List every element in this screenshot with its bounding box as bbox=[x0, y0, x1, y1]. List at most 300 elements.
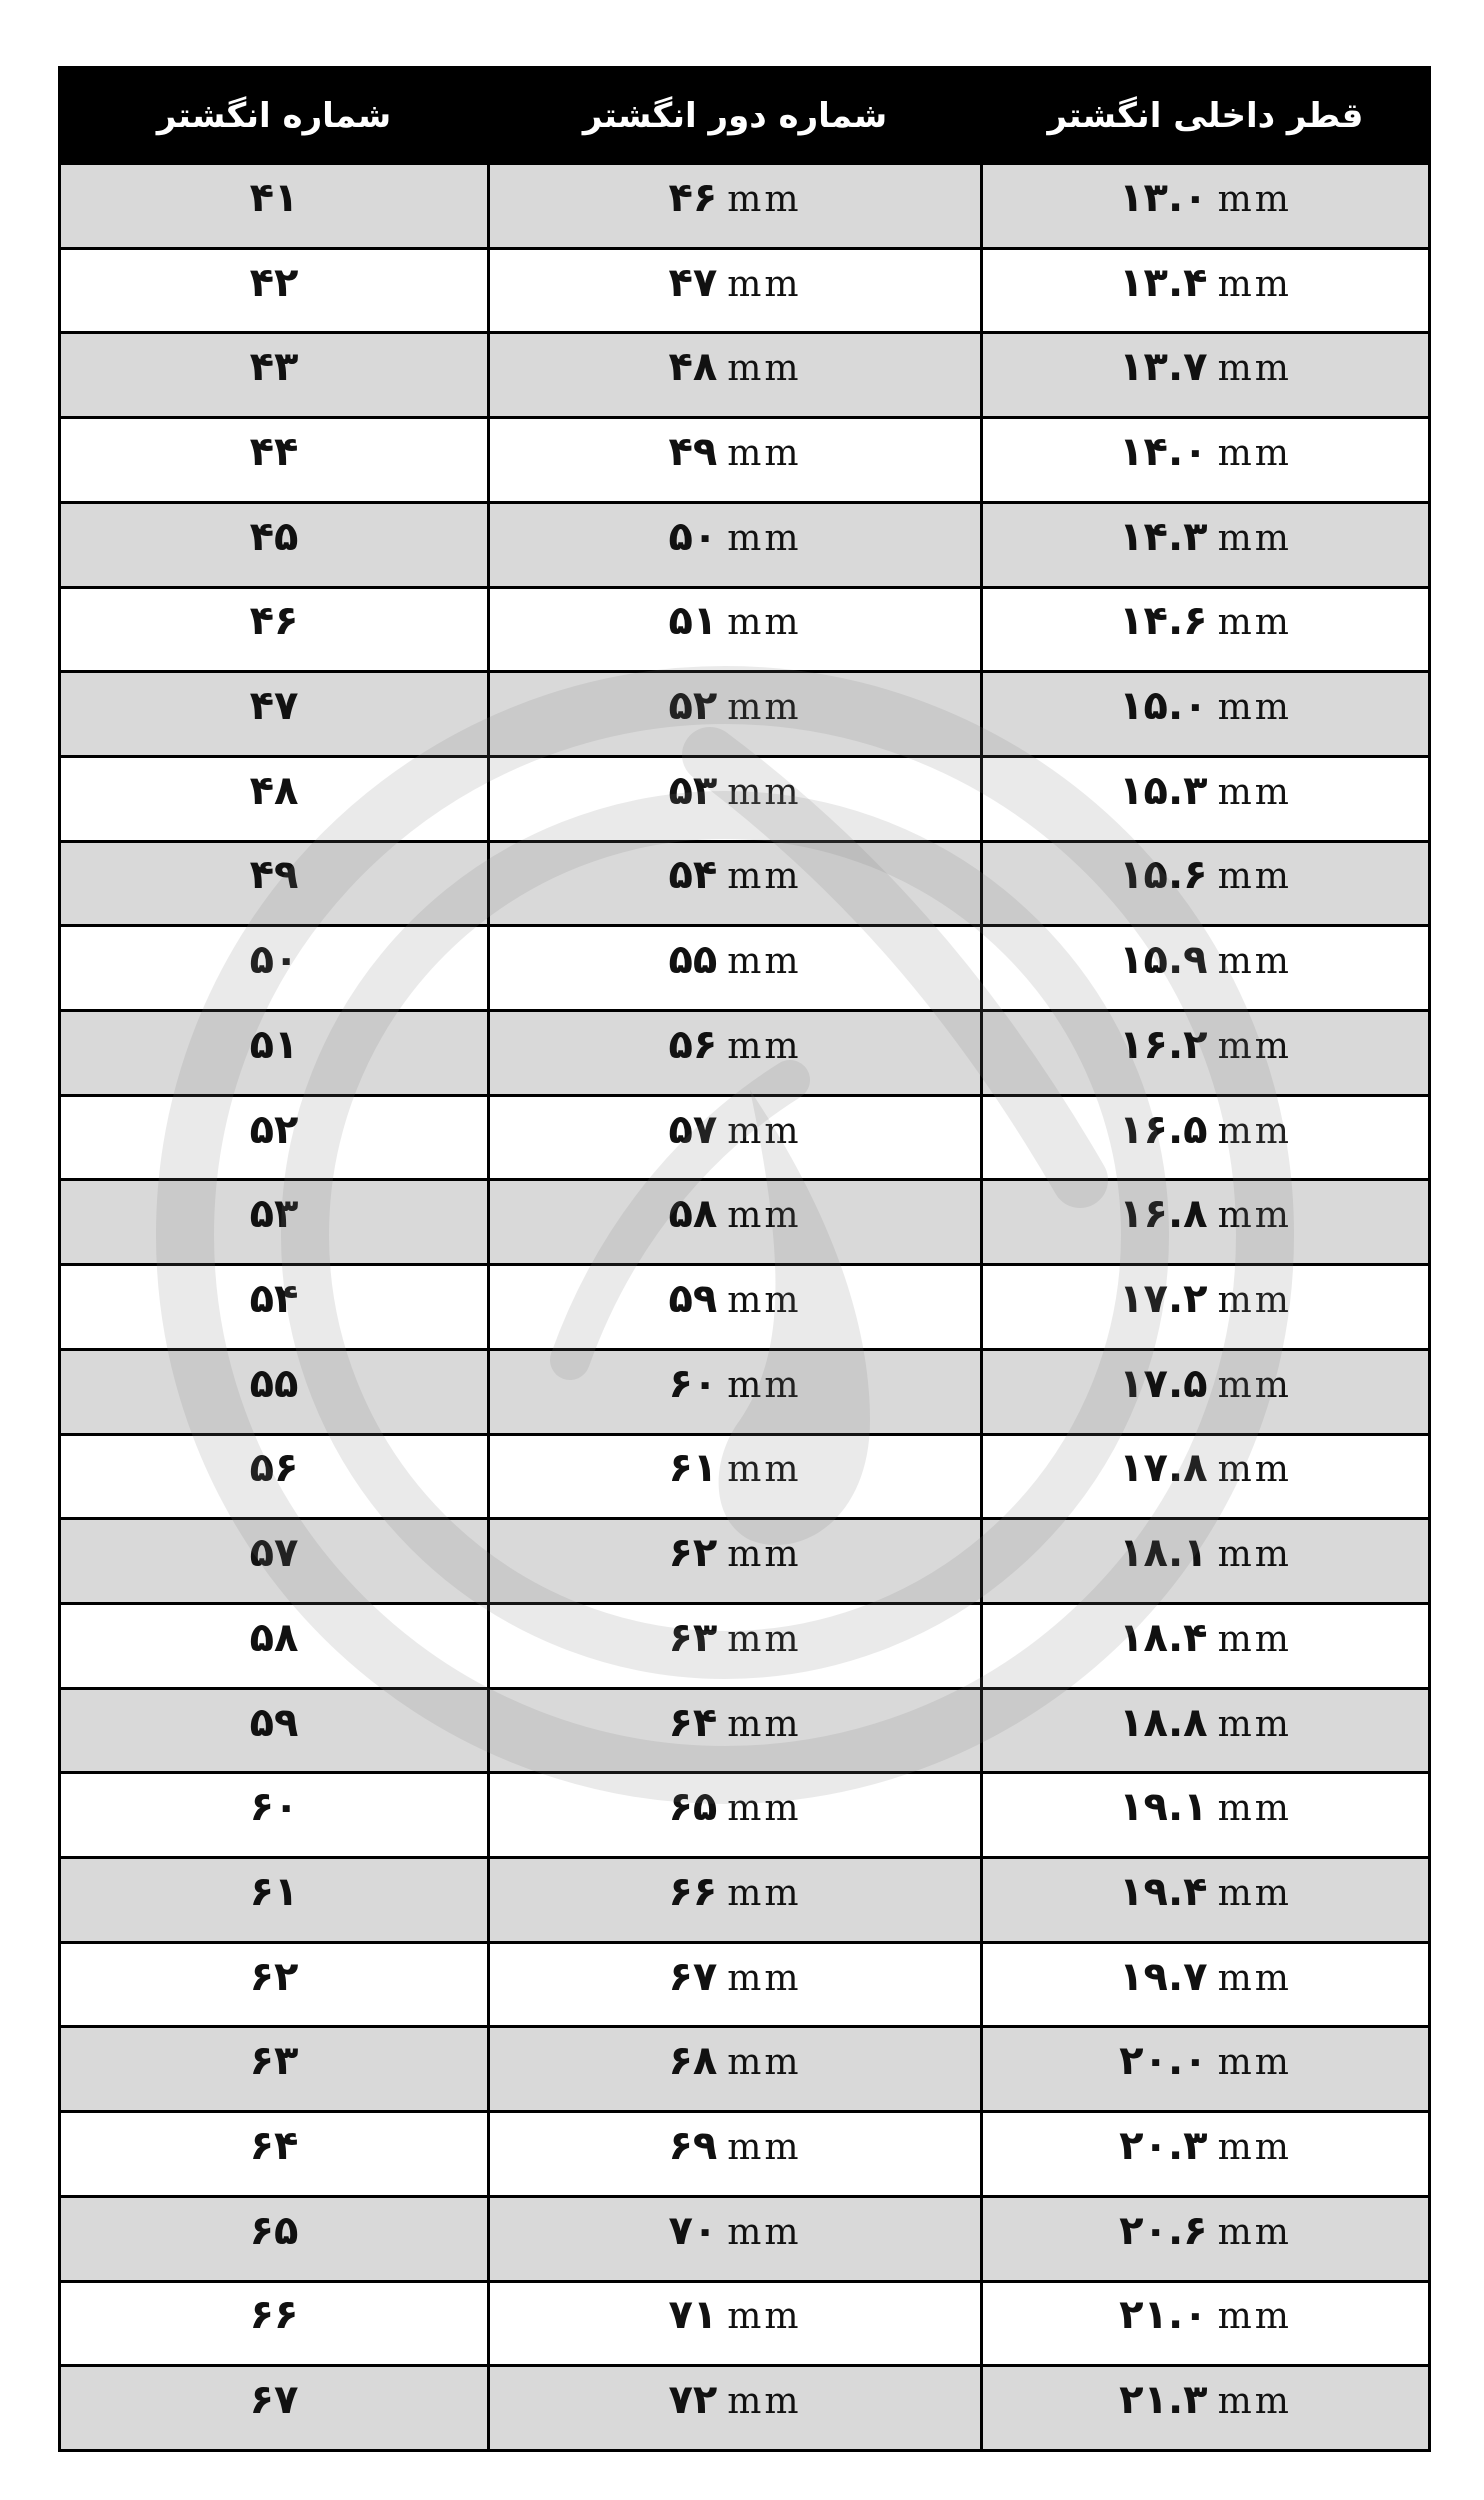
ring-number-value: ۶۷ bbox=[249, 2377, 299, 2424]
header-circumference: شماره دور انگشتر bbox=[489, 68, 982, 164]
unit-label: mm bbox=[727, 1957, 802, 1999]
inner-diameter-value: ۱۸.۱ bbox=[1119, 1530, 1208, 1577]
cell-inner-diameter bbox=[982, 1519, 1430, 1604]
inner-diameter-value: ۱۵.۶ bbox=[1119, 852, 1208, 899]
circumference-value: ۵۰ bbox=[668, 513, 718, 560]
ring-number-value: ۶۲ bbox=[249, 1953, 299, 2000]
circumference-value: ۶۵ bbox=[668, 1784, 718, 1831]
table-row bbox=[60, 418, 1430, 503]
cell-inner-diameter bbox=[982, 1603, 1430, 1688]
table-row bbox=[60, 1688, 1430, 1773]
table-row bbox=[60, 2027, 1430, 2112]
cell-inner-diameter bbox=[982, 248, 1430, 333]
table-row bbox=[60, 841, 1430, 926]
circumference-wrapper bbox=[668, 1276, 801, 1322]
unit-label: mm bbox=[1217, 432, 1292, 474]
circumference-value: ۷۰ bbox=[668, 2207, 718, 2254]
circumference-wrapper bbox=[668, 175, 801, 221]
circumference-wrapper bbox=[668, 2123, 801, 2169]
circumference-wrapper bbox=[668, 2038, 801, 2084]
cell-circumference bbox=[489, 1942, 982, 2027]
unit-label: mm bbox=[1217, 941, 1292, 983]
circumference-value: ۵۵ bbox=[668, 937, 718, 984]
ring-number-value: ۵۲ bbox=[249, 1106, 299, 1153]
ring-size-table bbox=[58, 66, 1431, 2452]
inner-diameter-wrapper bbox=[1119, 429, 1292, 475]
unit-label: mm bbox=[1217, 1872, 1292, 1914]
table-row bbox=[60, 1095, 1430, 1180]
table-row bbox=[60, 926, 1430, 1011]
cell-inner-diameter bbox=[982, 672, 1430, 757]
inner-diameter-value: ۱۵.۰ bbox=[1119, 683, 1208, 730]
circumference-wrapper bbox=[668, 1954, 801, 2000]
unit-label: mm bbox=[727, 1788, 802, 1830]
unit-label: mm bbox=[1217, 2296, 1292, 2338]
inner-diameter-value: ۱۳.۴ bbox=[1119, 259, 1208, 306]
circumference-value: ۵۲ bbox=[668, 683, 718, 730]
cell-circumference bbox=[489, 164, 982, 249]
unit-label: mm bbox=[727, 771, 802, 813]
cell-ring-number bbox=[60, 1603, 489, 1688]
unit-label: mm bbox=[1217, 178, 1292, 220]
ring-number-value: ۶۴ bbox=[249, 2123, 299, 2170]
unit-label: mm bbox=[1217, 1195, 1292, 1237]
cell-ring-number bbox=[60, 1349, 489, 1434]
ring-number-value: ۵۹ bbox=[249, 1699, 299, 1746]
cell-inner-diameter bbox=[982, 1434, 1430, 1519]
inner-diameter-value: ۲۱.۳ bbox=[1119, 2377, 1208, 2424]
unit-label: mm bbox=[1217, 2381, 1292, 2423]
inner-diameter-value: ۲۰.۶ bbox=[1119, 2207, 1208, 2254]
table-row bbox=[60, 756, 1430, 841]
circumference-value: ۶۴ bbox=[668, 1699, 718, 1746]
unit-label: mm bbox=[1217, 1618, 1292, 1660]
unit-label: mm bbox=[727, 2381, 802, 2423]
cell-ring-number bbox=[60, 1688, 489, 1773]
unit-label: mm bbox=[1217, 1703, 1292, 1745]
cell-inner-diameter bbox=[982, 841, 1430, 926]
ring-number-value: ۴۳ bbox=[249, 344, 299, 391]
unit-label: mm bbox=[1217, 1788, 1292, 1830]
ring-number-value: ۵۷ bbox=[249, 1530, 299, 1577]
circumference-value: ۶۰ bbox=[668, 1360, 718, 1407]
unit-label: mm bbox=[1217, 602, 1292, 644]
cell-inner-diameter bbox=[982, 1858, 1430, 1943]
unit-label: mm bbox=[727, 2211, 802, 2253]
circumference-wrapper bbox=[668, 344, 801, 390]
circumference-value: ۴۸ bbox=[668, 344, 718, 391]
ring-number-value: ۵۳ bbox=[249, 1191, 299, 1238]
table-row bbox=[60, 2196, 1430, 2281]
cell-ring-number bbox=[60, 2112, 489, 2197]
cell-circumference bbox=[489, 1688, 982, 1773]
inner-diameter-value: ۱۶.۸ bbox=[1119, 1191, 1208, 1238]
inner-diameter-value: ۱۸.۴ bbox=[1119, 1614, 1208, 1661]
inner-diameter-wrapper bbox=[1119, 260, 1292, 306]
circumference-value: ۵۹ bbox=[668, 1275, 718, 1322]
inner-diameter-value: ۱۴.۶ bbox=[1119, 598, 1208, 645]
circumference-value: ۶۳ bbox=[668, 1614, 718, 1661]
ring-number-value: ۴۲ bbox=[249, 259, 299, 306]
cell-inner-diameter bbox=[982, 502, 1430, 587]
table-row bbox=[60, 1349, 1430, 1434]
cell-inner-diameter bbox=[982, 2027, 1430, 2112]
cell-ring-number bbox=[60, 418, 489, 503]
cell-circumference bbox=[489, 2112, 982, 2197]
circumference-wrapper bbox=[668, 1022, 801, 1068]
table-row bbox=[60, 2366, 1430, 2451]
cell-circumference bbox=[489, 2196, 982, 2281]
ring-number-value: ۶۰ bbox=[249, 1784, 299, 1831]
unit-label: mm bbox=[1217, 687, 1292, 729]
table-body bbox=[60, 164, 1430, 2451]
inner-diameter-value: ۱۵.۳ bbox=[1119, 767, 1208, 814]
circumference-wrapper bbox=[668, 1530, 801, 1576]
cell-ring-number bbox=[60, 2027, 489, 2112]
cell-inner-diameter bbox=[982, 926, 1430, 1011]
cell-ring-number bbox=[60, 672, 489, 757]
ring-number-value: ۶۱ bbox=[249, 1868, 299, 1915]
circumference-value: ۶۲ bbox=[668, 1530, 718, 1577]
circumference-value: ۷۱ bbox=[668, 2292, 718, 2339]
inner-diameter-value: ۲۱.۰ bbox=[1119, 2292, 1208, 2339]
unit-label: mm bbox=[1217, 348, 1292, 390]
unit-label: mm bbox=[727, 178, 802, 220]
unit-label: mm bbox=[727, 1110, 802, 1152]
unit-label: mm bbox=[727, 941, 802, 983]
cell-ring-number bbox=[60, 1011, 489, 1096]
circumference-wrapper bbox=[668, 1869, 801, 1915]
cell-ring-number bbox=[60, 248, 489, 333]
ring-number-value: ۴۸ bbox=[249, 767, 299, 814]
circumference-value: ۵۷ bbox=[668, 1106, 718, 1153]
table-row bbox=[60, 1603, 1430, 1688]
cell-circumference bbox=[489, 1773, 982, 1858]
unit-label: mm bbox=[727, 1025, 802, 1067]
cell-inner-diameter bbox=[982, 2281, 1430, 2366]
inner-diameter-value: ۱۹.۷ bbox=[1119, 1953, 1208, 2000]
unit-label: mm bbox=[727, 2127, 802, 2169]
inner-diameter-wrapper bbox=[1119, 2123, 1292, 2169]
inner-diameter-value: ۱۷.۵ bbox=[1119, 1360, 1208, 1407]
cell-circumference bbox=[489, 1434, 982, 1519]
inner-diameter-wrapper bbox=[1119, 852, 1292, 898]
ring-number-value: ۶۳ bbox=[249, 2038, 299, 2085]
inner-diameter-wrapper bbox=[1119, 1022, 1292, 1068]
unit-label: mm bbox=[1217, 856, 1292, 898]
cell-ring-number bbox=[60, 1180, 489, 1265]
table-row bbox=[60, 672, 1430, 757]
header-ring-number: شماره انگشتر bbox=[60, 68, 489, 164]
circumference-wrapper bbox=[668, 2377, 801, 2423]
cell-ring-number bbox=[60, 333, 489, 418]
cell-circumference bbox=[489, 1519, 982, 1604]
inner-diameter-wrapper bbox=[1119, 1361, 1292, 1407]
header-inner-diameter: قطر داخلی انگشتر bbox=[982, 68, 1430, 164]
unit-label: mm bbox=[727, 1534, 802, 1576]
ring-number-value: ۴۵ bbox=[249, 513, 299, 560]
circumference-wrapper bbox=[668, 1361, 801, 1407]
cell-ring-number bbox=[60, 1942, 489, 2027]
cell-ring-number bbox=[60, 587, 489, 672]
inner-diameter-wrapper bbox=[1119, 514, 1292, 560]
inner-diameter-value: ۱۷.۲ bbox=[1119, 1275, 1208, 1322]
ring-number-value: ۴۴ bbox=[249, 428, 299, 475]
unit-label: mm bbox=[727, 2042, 802, 2084]
cell-inner-diameter bbox=[982, 1942, 1430, 2027]
cell-circumference bbox=[489, 1349, 982, 1434]
table-header bbox=[60, 68, 1430, 164]
cell-inner-diameter bbox=[982, 1180, 1430, 1265]
table-row bbox=[60, 164, 1430, 249]
ring-number-value: ۶۵ bbox=[249, 2207, 299, 2254]
cell-circumference bbox=[489, 418, 982, 503]
cell-circumference bbox=[489, 926, 982, 1011]
circumference-value: ۵۱ bbox=[668, 598, 718, 645]
unit-label: mm bbox=[727, 1195, 802, 1237]
unit-label: mm bbox=[727, 1449, 802, 1491]
circumference-value: ۶۸ bbox=[668, 2038, 718, 2085]
cell-ring-number bbox=[60, 164, 489, 249]
cell-ring-number bbox=[60, 1434, 489, 1519]
cell-inner-diameter bbox=[982, 2196, 1430, 2281]
inner-diameter-wrapper bbox=[1119, 1869, 1292, 1915]
unit-label: mm bbox=[727, 1618, 802, 1660]
inner-diameter-wrapper bbox=[1119, 1700, 1292, 1746]
ring-number-value: ۴۷ bbox=[249, 683, 299, 730]
inner-diameter-value: ۱۳.۷ bbox=[1119, 344, 1208, 391]
cell-circumference bbox=[489, 2027, 982, 2112]
circumference-wrapper bbox=[668, 2292, 801, 2338]
inner-diameter-wrapper bbox=[1119, 1191, 1292, 1237]
cell-ring-number bbox=[60, 2366, 489, 2451]
unit-label: mm bbox=[1217, 1110, 1292, 1152]
cell-ring-number bbox=[60, 756, 489, 841]
cell-ring-number bbox=[60, 1095, 489, 1180]
unit-label: mm bbox=[1217, 1279, 1292, 1321]
inner-diameter-value: ۱۵.۹ bbox=[1119, 937, 1208, 984]
inner-diameter-value: ۱۶.۲ bbox=[1119, 1021, 1208, 1068]
cell-inner-diameter bbox=[982, 418, 1430, 503]
ring-number-value: ۵۶ bbox=[249, 1445, 299, 1492]
circumference-wrapper bbox=[668, 514, 801, 560]
inner-diameter-wrapper bbox=[1119, 1615, 1292, 1661]
cell-circumference bbox=[489, 2366, 982, 2451]
cell-inner-diameter bbox=[982, 164, 1430, 249]
table-row bbox=[60, 1265, 1430, 1350]
inner-diameter-value: ۱۳.۰ bbox=[1119, 174, 1208, 221]
ring-number-value: ۴۹ bbox=[249, 852, 299, 899]
table-row bbox=[60, 502, 1430, 587]
unit-label: mm bbox=[727, 517, 802, 559]
unit-label: mm bbox=[727, 1703, 802, 1745]
cell-inner-diameter bbox=[982, 1011, 1430, 1096]
table-row bbox=[60, 587, 1430, 672]
table-row bbox=[60, 2112, 1430, 2197]
cell-ring-number bbox=[60, 1773, 489, 1858]
table-row bbox=[60, 1858, 1430, 1943]
cell-circumference bbox=[489, 672, 982, 757]
inner-diameter-value: ۱۶.۵ bbox=[1119, 1106, 1208, 1153]
unit-label: mm bbox=[727, 1872, 802, 1914]
unit-label: mm bbox=[1217, 263, 1292, 305]
unit-label: mm bbox=[727, 602, 802, 644]
cell-ring-number bbox=[60, 502, 489, 587]
cell-circumference bbox=[489, 841, 982, 926]
inner-diameter-wrapper bbox=[1119, 768, 1292, 814]
ring-number-value: ۵۵ bbox=[249, 1360, 299, 1407]
inner-diameter-wrapper bbox=[1119, 2377, 1292, 2423]
inner-diameter-wrapper bbox=[1119, 2038, 1292, 2084]
inner-diameter-wrapper bbox=[1119, 1784, 1292, 1830]
cell-ring-number bbox=[60, 1858, 489, 1943]
circumference-value: ۶۹ bbox=[668, 2123, 718, 2170]
circumference-value: ۴۹ bbox=[668, 428, 718, 475]
ring-number-value: ۵۸ bbox=[249, 1614, 299, 1661]
circumference-value: ۴۷ bbox=[668, 259, 718, 306]
cell-ring-number bbox=[60, 2281, 489, 2366]
inner-diameter-value: ۱۷.۸ bbox=[1119, 1445, 1208, 1492]
unit-label: mm bbox=[1217, 1534, 1292, 1576]
cell-inner-diameter bbox=[982, 1095, 1430, 1180]
cell-inner-diameter bbox=[982, 1773, 1430, 1858]
circumference-value: ۴۶ bbox=[668, 174, 718, 221]
circumference-wrapper bbox=[668, 1107, 801, 1153]
unit-label: mm bbox=[1217, 2127, 1292, 2169]
circumference-value: ۵۸ bbox=[668, 1191, 718, 1238]
header-row bbox=[60, 68, 1430, 164]
inner-diameter-wrapper bbox=[1119, 1954, 1292, 2000]
inner-diameter-wrapper bbox=[1119, 683, 1292, 729]
cell-circumference bbox=[489, 1095, 982, 1180]
inner-diameter-wrapper bbox=[1119, 1445, 1292, 1491]
inner-diameter-value: ۱۹.۴ bbox=[1119, 1868, 1208, 1915]
unit-label: mm bbox=[727, 348, 802, 390]
unit-label: mm bbox=[727, 1364, 802, 1406]
ring-number-value: ۴۶ bbox=[249, 598, 299, 645]
circumference-wrapper bbox=[668, 1784, 801, 1830]
cell-inner-diameter bbox=[982, 756, 1430, 841]
ring-number-value: ۵۴ bbox=[249, 1275, 299, 1322]
inner-diameter-wrapper bbox=[1119, 1530, 1292, 1576]
circumference-wrapper bbox=[668, 1191, 801, 1237]
ring-number-value: ۴۱ bbox=[249, 174, 299, 221]
circumference-value: ۵۴ bbox=[668, 852, 718, 899]
cell-ring-number bbox=[60, 926, 489, 1011]
cell-inner-diameter bbox=[982, 1265, 1430, 1350]
unit-label: mm bbox=[1217, 1449, 1292, 1491]
unit-label: mm bbox=[1217, 771, 1292, 813]
unit-label: mm bbox=[1217, 2042, 1292, 2084]
circumference-wrapper bbox=[668, 2208, 801, 2254]
circumference-wrapper bbox=[668, 429, 801, 475]
inner-diameter-wrapper bbox=[1119, 1107, 1292, 1153]
circumference-wrapper bbox=[668, 260, 801, 306]
inner-diameter-wrapper bbox=[1119, 2208, 1292, 2254]
inner-diameter-wrapper bbox=[1119, 175, 1292, 221]
ring-size-table-container bbox=[58, 66, 1428, 2452]
inner-diameter-value: ۱۸.۸ bbox=[1119, 1699, 1208, 1746]
cell-inner-diameter bbox=[982, 1688, 1430, 1773]
cell-circumference bbox=[489, 1011, 982, 1096]
cell-inner-diameter bbox=[982, 2366, 1430, 2451]
unit-label: mm bbox=[1217, 1025, 1292, 1067]
cell-inner-diameter bbox=[982, 2112, 1430, 2197]
inner-diameter-wrapper bbox=[1119, 937, 1292, 983]
unit-label: mm bbox=[1217, 1364, 1292, 1406]
cell-circumference bbox=[489, 1858, 982, 1943]
table-row bbox=[60, 2281, 1430, 2366]
cell-circumference bbox=[489, 587, 982, 672]
table-row bbox=[60, 1011, 1430, 1096]
circumference-value: ۵۳ bbox=[668, 767, 718, 814]
circumference-wrapper bbox=[668, 852, 801, 898]
table-row bbox=[60, 248, 1430, 333]
unit-label: mm bbox=[727, 263, 802, 305]
cell-circumference bbox=[489, 1180, 982, 1265]
circumference-value: ۶۱ bbox=[668, 1445, 718, 1492]
circumference-wrapper bbox=[668, 598, 801, 644]
circumference-wrapper bbox=[668, 1615, 801, 1661]
circumference-value: ۶۶ bbox=[668, 1868, 718, 1915]
circumference-value: ۶۷ bbox=[668, 1953, 718, 2000]
cell-inner-diameter bbox=[982, 333, 1430, 418]
inner-diameter-value: ۱۴.۰ bbox=[1119, 428, 1208, 475]
inner-diameter-value: ۲۰.۰ bbox=[1119, 2038, 1208, 2085]
inner-diameter-wrapper bbox=[1119, 2292, 1292, 2338]
cell-inner-diameter bbox=[982, 1349, 1430, 1434]
circumference-wrapper bbox=[668, 1700, 801, 1746]
cell-circumference bbox=[489, 756, 982, 841]
cell-circumference bbox=[489, 2281, 982, 2366]
unit-label: mm bbox=[727, 856, 802, 898]
inner-diameter-wrapper bbox=[1119, 1276, 1292, 1322]
cell-circumference bbox=[489, 248, 982, 333]
table-row bbox=[60, 1180, 1430, 1265]
inner-diameter-value: ۱۹.۱ bbox=[1119, 1784, 1208, 1831]
ring-number-value: ۵۰ bbox=[249, 937, 299, 984]
ring-number-value: ۶۶ bbox=[249, 2292, 299, 2339]
inner-diameter-value: ۱۴.۳ bbox=[1119, 513, 1208, 560]
cell-circumference bbox=[489, 1603, 982, 1688]
circumference-value: ۷۲ bbox=[668, 2377, 718, 2424]
circumference-wrapper bbox=[668, 937, 801, 983]
ring-number-value: ۵۱ bbox=[249, 1021, 299, 1068]
inner-diameter-wrapper bbox=[1119, 344, 1292, 390]
table-row bbox=[60, 1434, 1430, 1519]
table-row bbox=[60, 1519, 1430, 1604]
unit-label: mm bbox=[727, 1279, 802, 1321]
cell-ring-number bbox=[60, 1265, 489, 1350]
table-row bbox=[60, 333, 1430, 418]
cell-ring-number bbox=[60, 841, 489, 926]
table-row bbox=[60, 1942, 1430, 2027]
inner-diameter-wrapper bbox=[1119, 598, 1292, 644]
cell-ring-number bbox=[60, 2196, 489, 2281]
inner-diameter-value: ۲۰.۳ bbox=[1119, 2123, 1208, 2170]
cell-inner-diameter bbox=[982, 587, 1430, 672]
unit-label: mm bbox=[727, 687, 802, 729]
unit-label: mm bbox=[727, 2296, 802, 2338]
circumference-wrapper bbox=[668, 768, 801, 814]
circumference-wrapper bbox=[668, 683, 801, 729]
unit-label: mm bbox=[1217, 517, 1292, 559]
cell-ring-number bbox=[60, 1519, 489, 1604]
cell-circumference bbox=[489, 1265, 982, 1350]
unit-label: mm bbox=[727, 432, 802, 474]
cell-circumference bbox=[489, 502, 982, 587]
table-row bbox=[60, 1773, 1430, 1858]
